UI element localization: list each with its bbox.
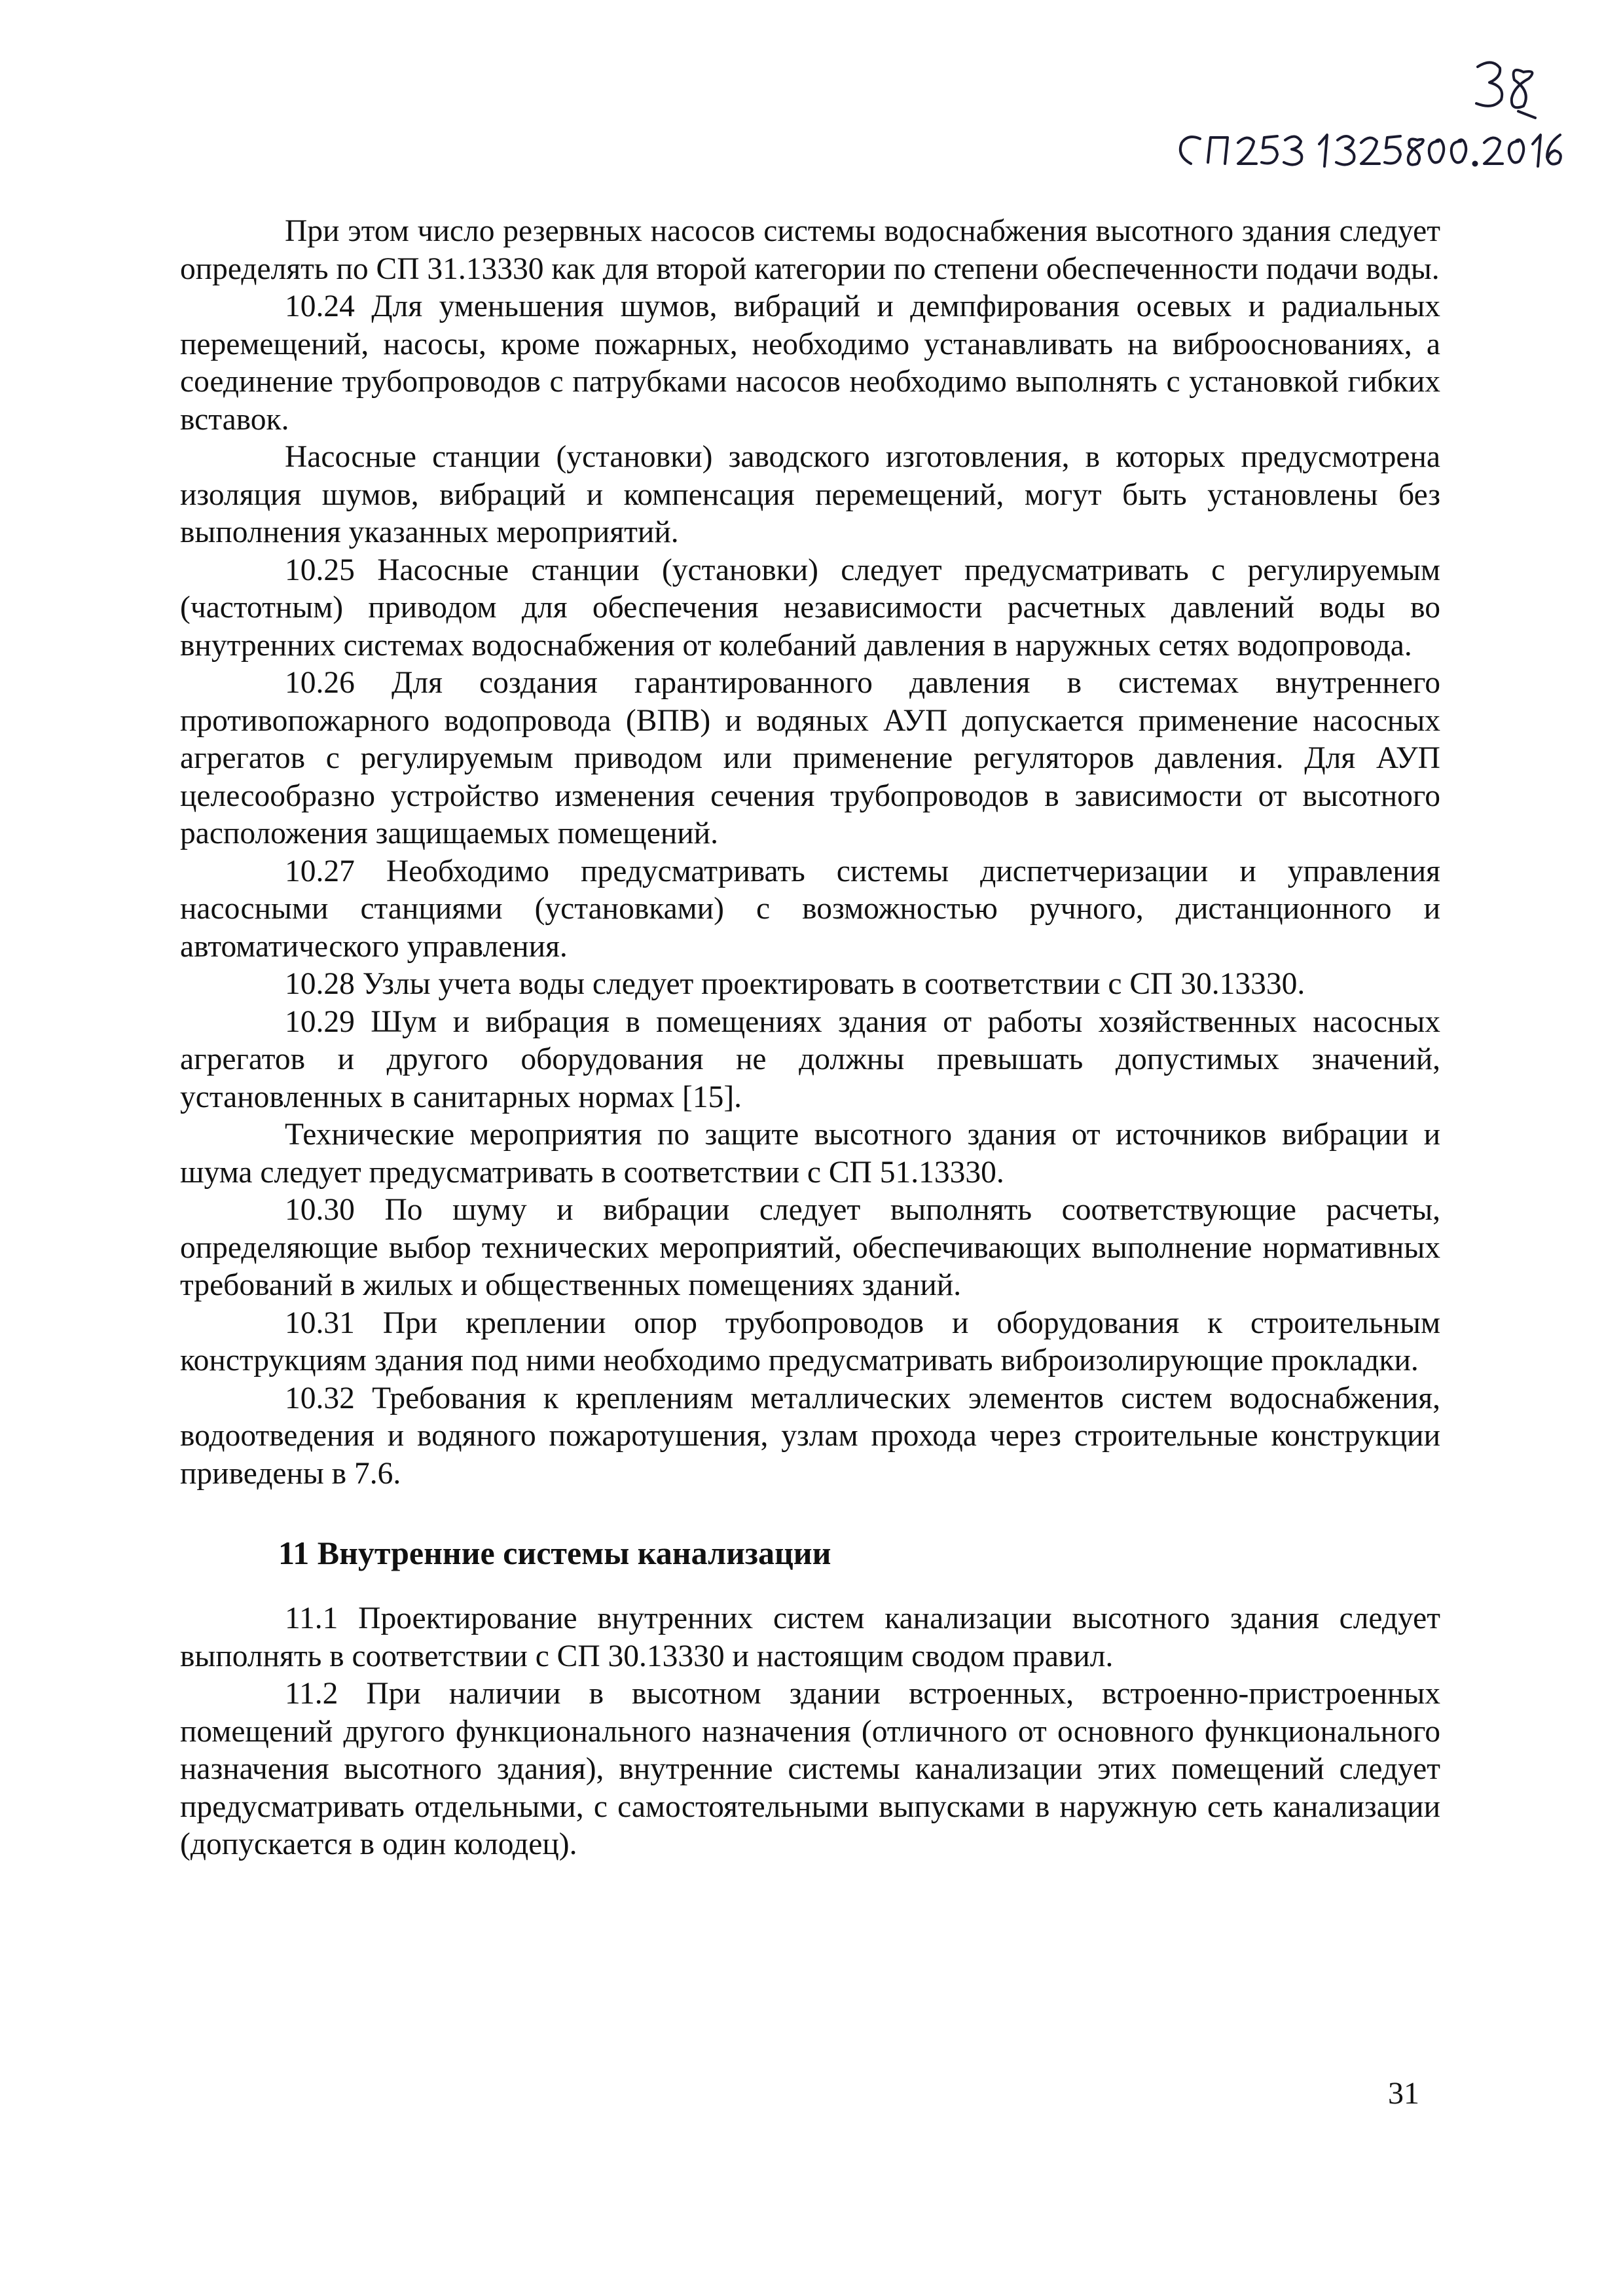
paragraph: 10.31 При креплении опор трубопроводов и оборудования к строительным конструкциям здания под ними необходимо предусматривать виброизолирующие прокладки. — [180, 1305, 1440, 1377]
paragraph: Технические мероприятия по защите высотного здания от источников вибрации и шума следует предусматривать в соответствии с СП 51.13330. — [180, 1118, 1440, 1190]
paragraph: 11.1 Проектирование внутренних систем канализации высотного здания следует выполнять в соответствии с СП 30.13330 и настоящим сводом правил. — [180, 1601, 1440, 1673]
document-body — [180, 213, 1440, 1864]
paragraph: 10.29 Шум и вибрация в помещениях здания от работы хозяйственных насосных агрегатов и другого оборудования не должны превышать допустимых значений, установленных в санитарных нормах [15]. — [180, 1004, 1440, 1114]
paragraph: 10.24 Для уменьшения шумов, вибраций и демпфирования осевых и радиальных перемещений, насосы, кроме пожарных, необходимо устанавливать на виброоснованиях, а соединение трубопроводов с патрубками насосов необходимо выполнять с установкой гибких вставок. — [180, 289, 1440, 437]
paragraph: 10.32 Требования к креплениям металлических элементов систем водоснабжения, водоотведения и водяного пожаротушения, узлам прохода через строительные конструкции приведены в 7.6. — [180, 1381, 1440, 1491]
paragraph: 10.30 По шуму и вибрации следует выполнять соответствующие расчеты, определяющие выбор технических мероприятий, обеспечивающих выполнение нормативных требований в жилых и общественных помещениях зданий. — [180, 1193, 1440, 1302]
paragraph: При этом число резервных насосов системы водоснабжения высотного здания следует определять по СП 31.13330 как для второй категории по степени обеспеченности подачи воды. — [180, 214, 1440, 286]
paragraph: 10.26 Для создания гарантированного давления в системах внутреннего противопожарного водопровода (ВПВ) и водяных АУП допускается применение насосных агрегатов с регулируемым приводом или применение регуляторов давления. Для АУП целесообразно устройство изменения сечения трубопроводов в зависимости от высотного расположения защищаемых помещений. — [180, 666, 1440, 850]
handwritten-annotation — [1165, 46, 1571, 177]
paragraph: 10.28 Узлы учета воды следует проектировать в соответствии с СП 30.13330. — [285, 967, 1305, 1001]
paragraph: 11.2 При наличии в высотном здании встроенных, встроенно-пристроенных помещений другого функционального назначения (отличного от основного функционального назначения высотного здания), внутренние системы канализации этих помещений следует предусматривать отдельными, с самостоятельными выпусками в наружную сеть канализации (допускается в один колодец). — [180, 1677, 1440, 1861]
section-heading: 11 Внутренние системы канализации — [278, 1535, 831, 1571]
page-number: 31 — [1388, 2076, 1419, 2111]
paragraph: 10.27 Необходимо предусматривать системы диспетчеризации и управления насосными станциями (установками) с возможностью ручного, дистанционного и автоматического управления. — [180, 854, 1440, 964]
paragraph: Насосные станции (установки) заводского изготовления, в которых предусмотрена изоляция шумов, вибраций и компенсация перемещений, могут быть установлены без выполнения указанных мероприятий. — [180, 440, 1440, 549]
paragraph: 10.25 Насосные станции (установки) следует предусматривать с регулируемым (частотным) приводом для обеспечения независимости расчетных давлений воды во внутренних системах водоснабжения от колебаний давления в наружных сетях водопровода. — [180, 553, 1440, 663]
